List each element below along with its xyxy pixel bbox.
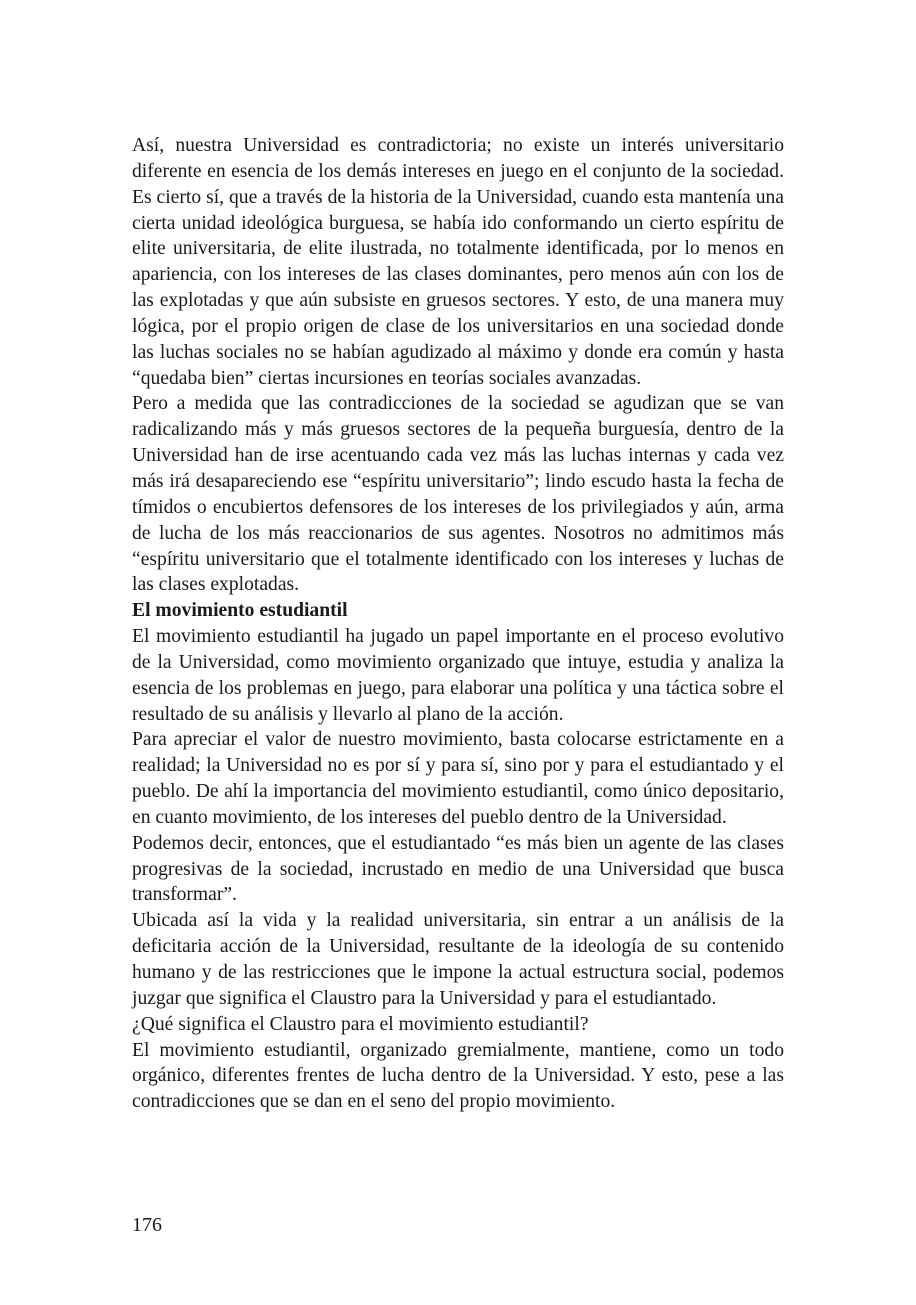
- paragraph: Pero a medida que las contradicciones de la sociedad se agudizan que se van radicalizando más y más gruesos sectores de la pequeña burguesía, dentro de la Universidad han de irse acentuando cada vez más las luchas internas y cada vez más irá desapareciendo ese “espíritu universitario”; lindo escudo hasta la fecha de tímidos o encubiertos defensores de los intereses de los privilegiados y aún, arma de lucha de los más reaccionarios de sus agentes. Nosotros no admitimos más “espíritu universitario que el totalmente identificado con los intereses y luchas de las clases explotadas.: [132, 393, 784, 596]
- paragraph: Así, nuestra Universidad es contradictoria; no existe un interés universitario diferente en esencia de los demás intereses en juego en el conjunto de la sociedad. Es cierto sí, que a través de la historia de la Universidad, cuando esta mantenía una cierta unidad ideológica burguesa, se había ido conformando un cierto espíritu de elite universitaria, de elite ilustrada, no totalmente identificada, por lo menos en apariencia, con los intereses de las clases dominantes, pero menos aún con los de las explotadas y que aún subsiste en gruesos sectores. Y esto, de una manera muy lógica, por el propio origen de clase de los universitarios en una sociedad donde las luchas sociales no se habían agudizado al máximo y donde era común y hasta “quedaba bien” ciertas incursiones en teorías sociales avanzadas.: [132, 135, 784, 389]
- paragraph: Ubicada así la vida y la realidad universitaria, sin entrar a un análisis de la deficitaria acción de la Universidad, resultante de la ideología de su contenido humano y de las restricciones que le impone la actual estructura social, podemos juzgar que significa el Claustro para la Universidad y para el estudiantado.: [132, 910, 784, 1009]
- paragraph: El movimiento estudiantil, organizado gremialmente, mantiene, como un todo orgánico, diferentes frentes de lucha dentro de la Universidad. Y esto, pese a las contradicciones que se dan en el seno del propio movimiento.: [132, 1039, 784, 1113]
- paragraph: Para apreciar el valor de nuestro movimiento, basta colocarse estrictamente en a realidad; la Universidad no es por sí y para sí, sino por y para el estudiantado y el pueblo. De ahí la importancia del movimiento estudiantil, como único depositario, en cuanto movimiento, de los intereses del pueblo dentro de la Universidad.: [132, 729, 784, 828]
- paragraph: ¿Qué significa el Claustro para el movimiento estudiantil?: [132, 1013, 589, 1035]
- body-text: [132, 133, 784, 1115]
- paragraph: Podemos decir, entonces, que el estudiantado “es más bien un agente de las clases progresivas de la sociedad, incrustado en medio de una Universidad que busca transformar”.: [132, 832, 784, 906]
- section-heading: El movimiento estudiantil: [132, 600, 348, 622]
- paragraph: El movimiento estudiantil ha jugado un papel importante en el proceso evolutivo de la Universidad, como movimiento organizado que intuye, estudia y analiza la esencia de los problemas en juego, para elaborar una política y una táctica sobre el resultado de su análisis y llevarlo al plano de la acción.: [132, 626, 784, 725]
- page-number: 176: [132, 1214, 162, 1236]
